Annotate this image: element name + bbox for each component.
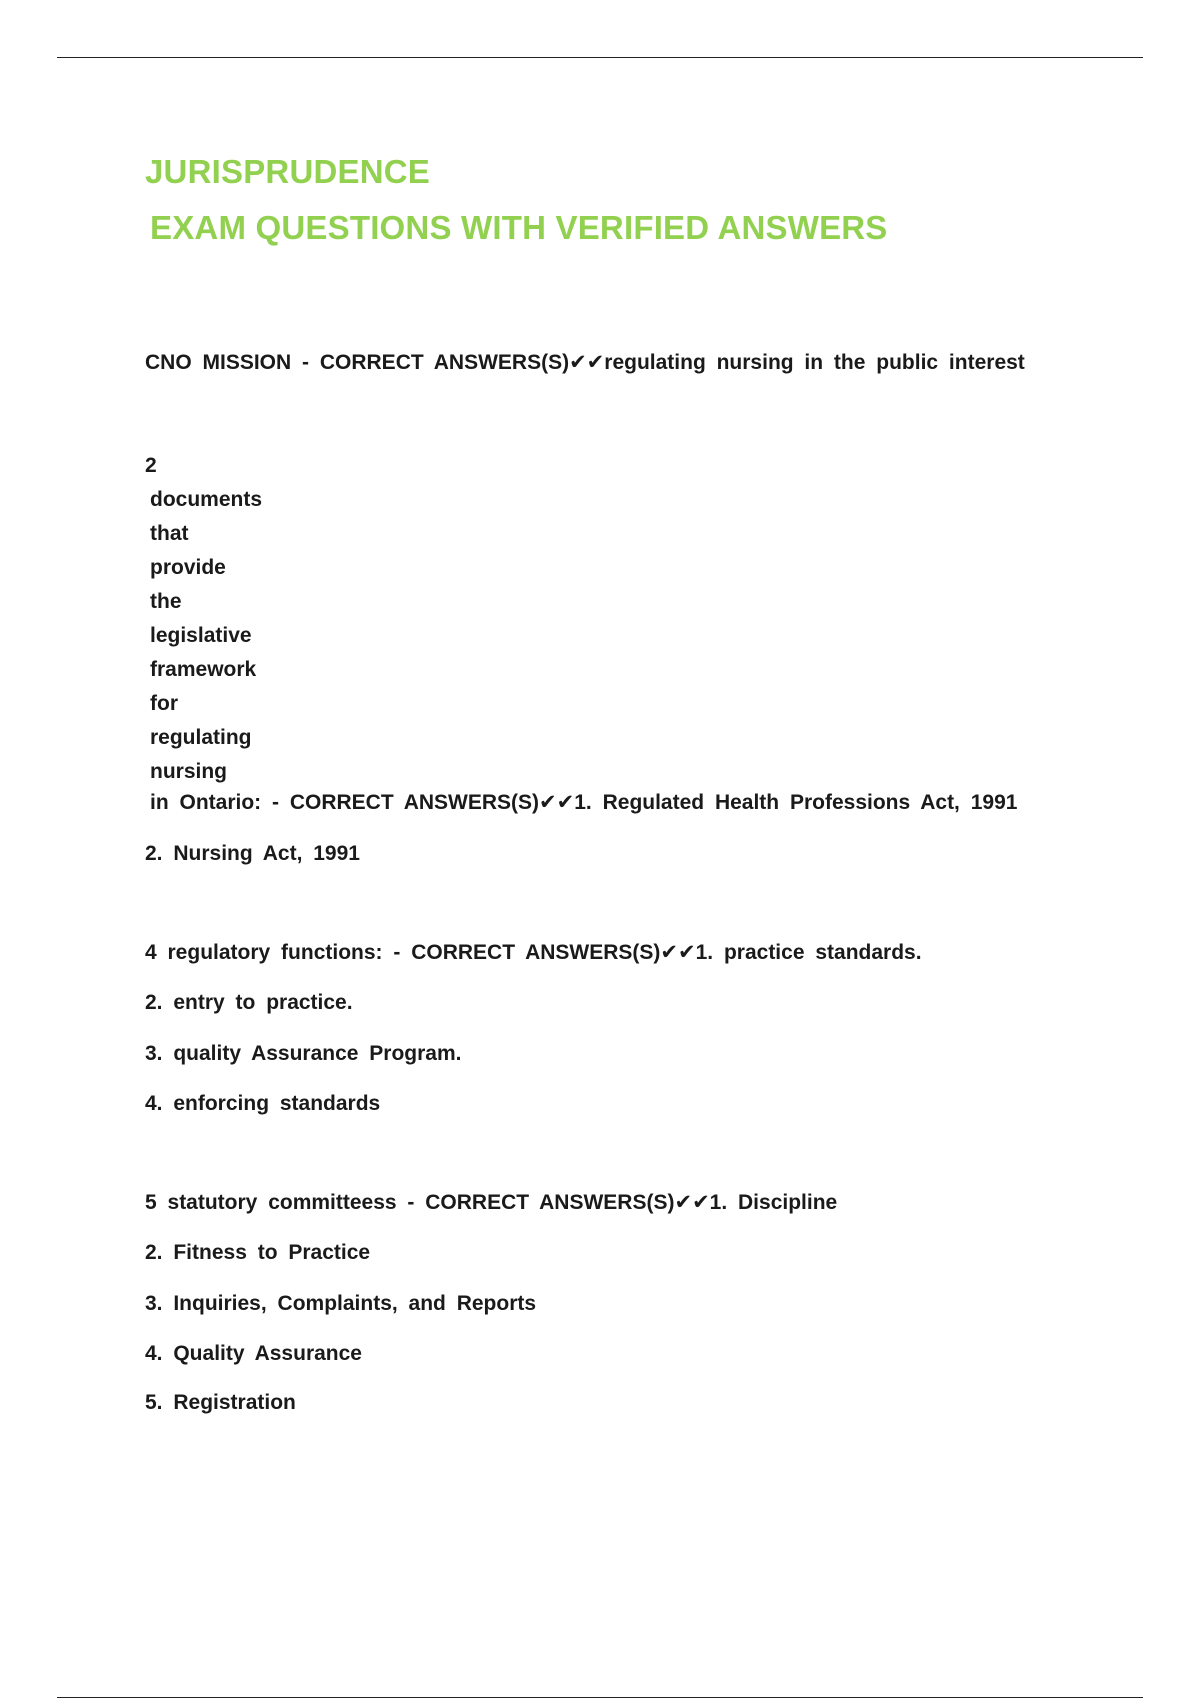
question-word: nursing [150,760,227,783]
answer-text: 1. Discipline [709,1191,838,1214]
question-word: legislative [150,624,252,647]
answer-separator: - CORRECT ANSWERS(S)✔✔ [291,351,605,374]
question-answer-line [145,942,922,963]
answer-line: 2. Nursing Act, 1991 [145,842,360,865]
footer-rule [57,1697,1143,1698]
question-word: provide [150,556,226,579]
answer-separator: - CORRECT ANSWERS(S)✔✔ [382,941,696,964]
answer-line: 4. enforcing standards [145,1092,381,1115]
question-text: CNO MISSION [145,351,292,374]
header-rule [57,57,1143,58]
question-word: for [150,692,178,715]
answer-text: 1. Regulated Health Professions Act, 1991 [574,791,1018,814]
question-word: that [150,522,189,545]
question-tail: in Ontario: [150,791,262,814]
question-answer-line [145,1192,837,1213]
question-word: the [150,590,182,613]
answer-text: 1. practice standards. [695,941,922,964]
document-title-line-2: EXAM QUESTIONS WITH VERIFIED ANSWERS [150,209,888,246]
answer-line: 5. Registration [145,1391,296,1414]
question-answer-line [150,792,1017,813]
answer-line: 3. quality Assurance Program. [145,1042,462,1065]
answer-line: 2. Fitness to Practice [145,1241,371,1264]
answer-line: 4. Quality Assurance [145,1342,362,1365]
answer-separator: - CORRECT ANSWERS(S)✔✔ [396,1191,710,1214]
answer-separator: - CORRECT ANSWERS(S)✔✔ [261,791,575,814]
question-word: regulating [150,726,252,749]
answer-text: regulating nursing in the public interest [604,351,1025,374]
qa-item-cno-mission [145,352,1025,373]
question-word: documents [150,488,263,511]
document-title-line-1: JURISPRUDENCE [145,153,430,190]
question-text: 5 statutory committeess [145,1191,397,1214]
question-word: framework [150,658,257,681]
question-word: 2 [145,454,157,477]
answer-line: 2. entry to practice. [145,991,353,1014]
question-text: 4 regulatory functions: [145,941,383,964]
answer-line: 3. Inquiries, Complaints, and Reports [145,1292,537,1315]
